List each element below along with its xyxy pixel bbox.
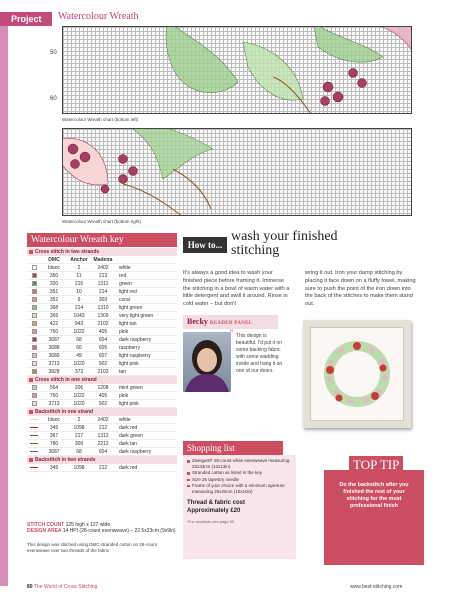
key-cell-dmc: 3713 xyxy=(48,401,60,407)
key-row xyxy=(27,424,177,432)
key-swatch xyxy=(27,280,41,287)
key-swatch xyxy=(27,392,41,399)
key-cell-name: raspberry xyxy=(119,345,141,351)
key-cell-anchor: 10 xyxy=(76,289,82,295)
key-cell-dmc: 3687 xyxy=(48,449,60,455)
key-cell-name: pink xyxy=(119,329,129,335)
key-cell-anchor: 214 xyxy=(74,305,84,311)
key-cell-name: green xyxy=(119,281,132,287)
key-cell-madeira: 1309 xyxy=(97,313,109,319)
key-cell-madeira: 2402 xyxy=(97,265,109,271)
key-cell-madeira: 502 xyxy=(98,401,108,407)
key-cell-madeira: 1312 xyxy=(97,433,109,439)
key-row xyxy=(27,288,177,296)
key-cell-name: dark raspberry xyxy=(119,449,152,455)
page-number: 80 xyxy=(27,584,33,590)
thread-cost-label: Thread & fabric cost xyxy=(187,500,246,507)
key-cell-anchor: 68 xyxy=(76,337,82,343)
wreath-illustration xyxy=(311,328,403,420)
key-cell-madeira: 405 xyxy=(98,329,108,335)
key-cell-anchor: 943 xyxy=(74,321,84,327)
frame-mat xyxy=(310,327,404,421)
shopping-list-box xyxy=(183,455,296,559)
key-cell-anchor: 49 xyxy=(76,353,82,359)
key-cell-madeira: 212 xyxy=(98,465,108,471)
key-swatch xyxy=(27,296,41,303)
key-cell-anchor: 373 xyxy=(74,369,84,375)
key-cell-name: dark red xyxy=(119,465,138,471)
key-cell-name: coral xyxy=(119,297,130,303)
key-title: Watercolour Wreath key xyxy=(27,233,177,247)
key-cell-anchor: 1020 xyxy=(73,401,85,407)
key-cell-name: tan xyxy=(119,369,126,375)
howto-title: wash your finished stitching xyxy=(231,229,338,258)
key-cell-madeira: 2103 xyxy=(97,369,109,375)
reader-photo-image xyxy=(183,332,231,392)
key-cell-name: dark raspberry xyxy=(119,337,152,343)
key-row xyxy=(27,312,177,320)
key-cell-anchor: 2 xyxy=(77,417,81,423)
shopping-item: Zweigart® 28-count white evenweave measuring 33x33cm (13x13in) xyxy=(187,458,292,470)
key-cell-anchor: 66 xyxy=(76,345,82,351)
shopping-list-title: Shopping list xyxy=(183,441,283,455)
key-row xyxy=(27,272,177,280)
howto-badge: How to... xyxy=(183,237,227,253)
key-cell-anchor: 1043 xyxy=(73,313,85,319)
key-cell-name: light red xyxy=(119,289,137,295)
page-header-title: Watercolour Wreath xyxy=(58,11,139,22)
key-cell-dmc: 3687 xyxy=(48,337,60,343)
key-cell-madeira: 502 xyxy=(98,361,108,367)
howto-text-col1: It's always a good idea to wash your finished piece before framing it. Immerse the stitching in a bowl of warm water with a little detergent and swill it around. Rinse in cold water – but don't xyxy=(183,270,290,308)
key-header-madeira: Madeira xyxy=(93,257,113,263)
key-row xyxy=(27,440,177,448)
key-swatch xyxy=(27,312,41,319)
key-cell-anchor: 1022 xyxy=(73,393,85,399)
shopping-list xyxy=(187,458,292,495)
key-cell-madeira: 213 xyxy=(98,273,108,279)
shopping-item: Frame of your choice with a minimum aperture measuring 25x25cm (10x10in) xyxy=(187,483,292,495)
key-cell-name: red xyxy=(119,273,127,279)
key-cell-anchor: 11 xyxy=(76,273,82,279)
key-cell-anchor: 309 xyxy=(74,441,84,447)
key-cell-dmc: blanc xyxy=(48,417,60,423)
key-swatch xyxy=(27,288,41,295)
key-cell-madeira: 214 xyxy=(98,289,108,295)
key-swatch xyxy=(27,416,41,423)
key-cell-name: white xyxy=(119,265,131,271)
howto-text-col2: wring it out. Iron your damp stitching by placing it face down on a fluffy towel, making sure to push the point of the iron down into the back of the stitches to make them stand out. xyxy=(305,270,416,308)
fabric-note: This design was stitched using DMC stranded cotton on 28-count evenweave over two threads of the fabric xyxy=(27,542,157,553)
key-cell-dmc: 320 xyxy=(49,281,59,287)
key-cell-name: very light green xyxy=(119,313,154,319)
stitch-count-label: STITCH COUNT xyxy=(27,522,65,528)
shopping-item: Size 26 tapestry needle xyxy=(187,477,292,483)
key-cell-dmc: 368 xyxy=(49,305,59,311)
key-section-cross-one: Cross stitch in one strand xyxy=(27,376,177,384)
key-cell-anchor: 2 xyxy=(77,265,81,271)
key-row xyxy=(27,336,177,344)
key-cell-dmc: 352 xyxy=(49,297,59,303)
key-cell-anchor: 9 xyxy=(77,297,81,303)
key-header-anchor: Anchor xyxy=(70,257,88,263)
key-swatch xyxy=(27,352,41,359)
reader-panel-header xyxy=(183,315,278,329)
footer-url[interactable]: www.best-stitching.com xyxy=(350,584,403,590)
key-row xyxy=(27,368,177,376)
key-cell-dmc: 422 xyxy=(49,321,59,327)
footer-left xyxy=(27,584,97,590)
key-row xyxy=(27,360,177,368)
key-cell-name: light pink xyxy=(119,401,139,407)
magazine-name: The World of Cross Stitching xyxy=(33,584,98,590)
key-cell-dmc: 3688 xyxy=(48,345,60,351)
key-row xyxy=(27,432,177,440)
key-cell-madeira: 607 xyxy=(98,353,108,359)
key-cell-anchor: 1020 xyxy=(73,361,85,367)
key-cell-name: light tan xyxy=(119,321,137,327)
key-row xyxy=(27,448,177,456)
chart-bottom-right-motifs xyxy=(63,129,412,216)
key-row xyxy=(27,328,177,336)
chart-bottom-left-motifs xyxy=(63,27,412,114)
key-row xyxy=(27,464,177,472)
key-cell-anchor: 215 xyxy=(74,281,84,287)
thread-key-table xyxy=(27,248,177,472)
key-cell-madeira: 605 xyxy=(98,345,108,351)
key-cell-anchor: 206 xyxy=(74,385,84,391)
key-row xyxy=(27,384,177,392)
key-swatch xyxy=(27,448,41,455)
key-cell-dmc: 350 xyxy=(49,273,59,279)
chart-caption-left: Watercolour Wreath chart (bottom left) xyxy=(62,117,139,122)
reader-quote: “ This design is beautiful. I'd put it on some backing fabric with some wadding inside and hang it on one of our doors. xyxy=(236,333,286,375)
key-cell-name: light pink xyxy=(119,361,139,367)
key-cell-dmc: 349 xyxy=(49,465,59,471)
key-rows-back-two xyxy=(27,464,177,472)
key-row xyxy=(27,392,177,400)
key-cell-dmc: 349 xyxy=(49,425,59,431)
key-cell-dmc: 369 xyxy=(49,313,59,319)
thread-cost xyxy=(187,500,292,515)
key-cell-anchor: 1098 xyxy=(73,425,85,431)
key-cell-madeira: 1208 xyxy=(97,385,109,391)
key-cell-madeira: 2102 xyxy=(97,321,109,327)
key-row xyxy=(27,400,177,408)
key-cell-dmc: 367 xyxy=(49,433,59,439)
key-cell-madeira: 604 xyxy=(98,449,108,455)
key-cell-madeira: 212 xyxy=(98,425,108,431)
key-cell-dmc: 760 xyxy=(49,393,59,399)
key-cell-dmc: 351 xyxy=(49,289,59,295)
key-cell-name: dark tan xyxy=(119,441,138,447)
key-swatch xyxy=(27,424,41,431)
key-swatch xyxy=(27,440,41,447)
key-section-cross-two: Cross stitch in two strands xyxy=(27,248,177,256)
key-cell-dmc: 3713 xyxy=(48,361,60,367)
key-swatch xyxy=(27,360,41,367)
key-swatch xyxy=(27,328,41,335)
key-cell-name: white xyxy=(119,417,131,423)
key-cell-dmc: 760 xyxy=(49,329,59,335)
key-row xyxy=(27,320,177,328)
key-rows-cross-one xyxy=(27,384,177,408)
key-cell-dmc: 3689 xyxy=(48,353,60,359)
key-cell-madeira: 1310 xyxy=(97,305,109,311)
chart-row-label-50: 50 xyxy=(50,50,57,56)
design-area-value: 14 HPI (28-count evenweave) – 22.5x23cm (9x9in) xyxy=(62,528,176,534)
key-swatch xyxy=(27,264,41,271)
key-swatch xyxy=(27,304,41,311)
framed-wreath-photo xyxy=(303,320,411,428)
key-swatch xyxy=(27,384,41,391)
key-row xyxy=(27,264,177,272)
top-tip-title: TOP TIP xyxy=(349,456,403,474)
reader-photo xyxy=(183,332,231,392)
key-cell-madeira: 405 xyxy=(98,393,108,399)
key-cell-madeira: 2402 xyxy=(97,417,109,423)
reader-panel-label: READER PANEL xyxy=(209,321,253,326)
key-cell-madeira: 604 xyxy=(98,337,108,343)
key-row xyxy=(27,344,177,352)
section-tag: Project xyxy=(0,12,52,26)
key-cell-name: light raspberry xyxy=(119,353,151,359)
key-header-dmc: DMC xyxy=(48,257,60,263)
left-decorative-stripe xyxy=(0,26,8,586)
stitch-count xyxy=(27,522,177,534)
key-row xyxy=(27,296,177,304)
key-cell-dmc: 3828 xyxy=(48,369,60,375)
chart-row-label-60: 60 xyxy=(50,96,57,102)
key-cell-madeira: 303 xyxy=(98,297,108,303)
stockists-note: *For stockists see page 90 xyxy=(187,519,235,525)
key-swatch xyxy=(27,320,41,327)
key-cell-madeira: 2212 xyxy=(97,441,109,447)
key-cell-anchor: 1022 xyxy=(73,329,85,335)
key-cell-anchor: 68 xyxy=(76,449,82,455)
key-row xyxy=(27,280,177,288)
key-swatch xyxy=(27,368,41,375)
thread-cost-value: Approximately £20 xyxy=(187,507,241,514)
key-row xyxy=(27,352,177,360)
key-cell-name: light green xyxy=(119,305,143,311)
key-swatch xyxy=(27,272,41,279)
stitch-count-value: 125 high x 127 wide xyxy=(65,522,111,528)
shopping-item: Stranded cotton as listed in the key xyxy=(187,470,292,476)
chart-bottom-right xyxy=(62,128,412,216)
key-cell-dmc: 564 xyxy=(49,385,59,391)
top-tip-text: Do the backstitch after you finished the rest of your stitching for the most professional finish xyxy=(339,482,409,509)
key-rows-cross-two xyxy=(27,264,177,376)
key-cell-anchor: 217 xyxy=(74,433,84,439)
key-section-back-two: Backstitch in two strands xyxy=(27,456,177,464)
key-cell-name: dark green xyxy=(119,433,143,439)
chart-bottom-left xyxy=(62,26,412,114)
key-cell-name: mint green xyxy=(119,385,143,391)
key-cell-anchor: 1098 xyxy=(73,465,85,471)
key-cell-name: pink xyxy=(119,393,129,399)
key-row xyxy=(27,304,177,312)
key-cell-dmc: 780 xyxy=(49,441,59,447)
key-swatch xyxy=(27,400,41,407)
key-swatch xyxy=(27,336,41,343)
key-row xyxy=(27,416,177,424)
key-swatch xyxy=(27,344,41,351)
chart-caption-right: Watercolour Wreath chart (bottom right) xyxy=(62,219,142,224)
key-swatch xyxy=(27,464,41,471)
reader-name: Becky xyxy=(187,317,208,326)
design-area-label: DESIGN AREA xyxy=(27,528,62,534)
key-cell-dmc: blanc xyxy=(48,265,60,271)
key-cell-name: dark red xyxy=(119,425,138,431)
key-rows-back-one xyxy=(27,416,177,456)
key-swatch xyxy=(27,432,41,439)
key-section-back-one: Backstitch in one strand xyxy=(27,408,177,416)
key-cell-madeira: 1311 xyxy=(97,281,109,287)
key-header-row xyxy=(27,256,177,264)
